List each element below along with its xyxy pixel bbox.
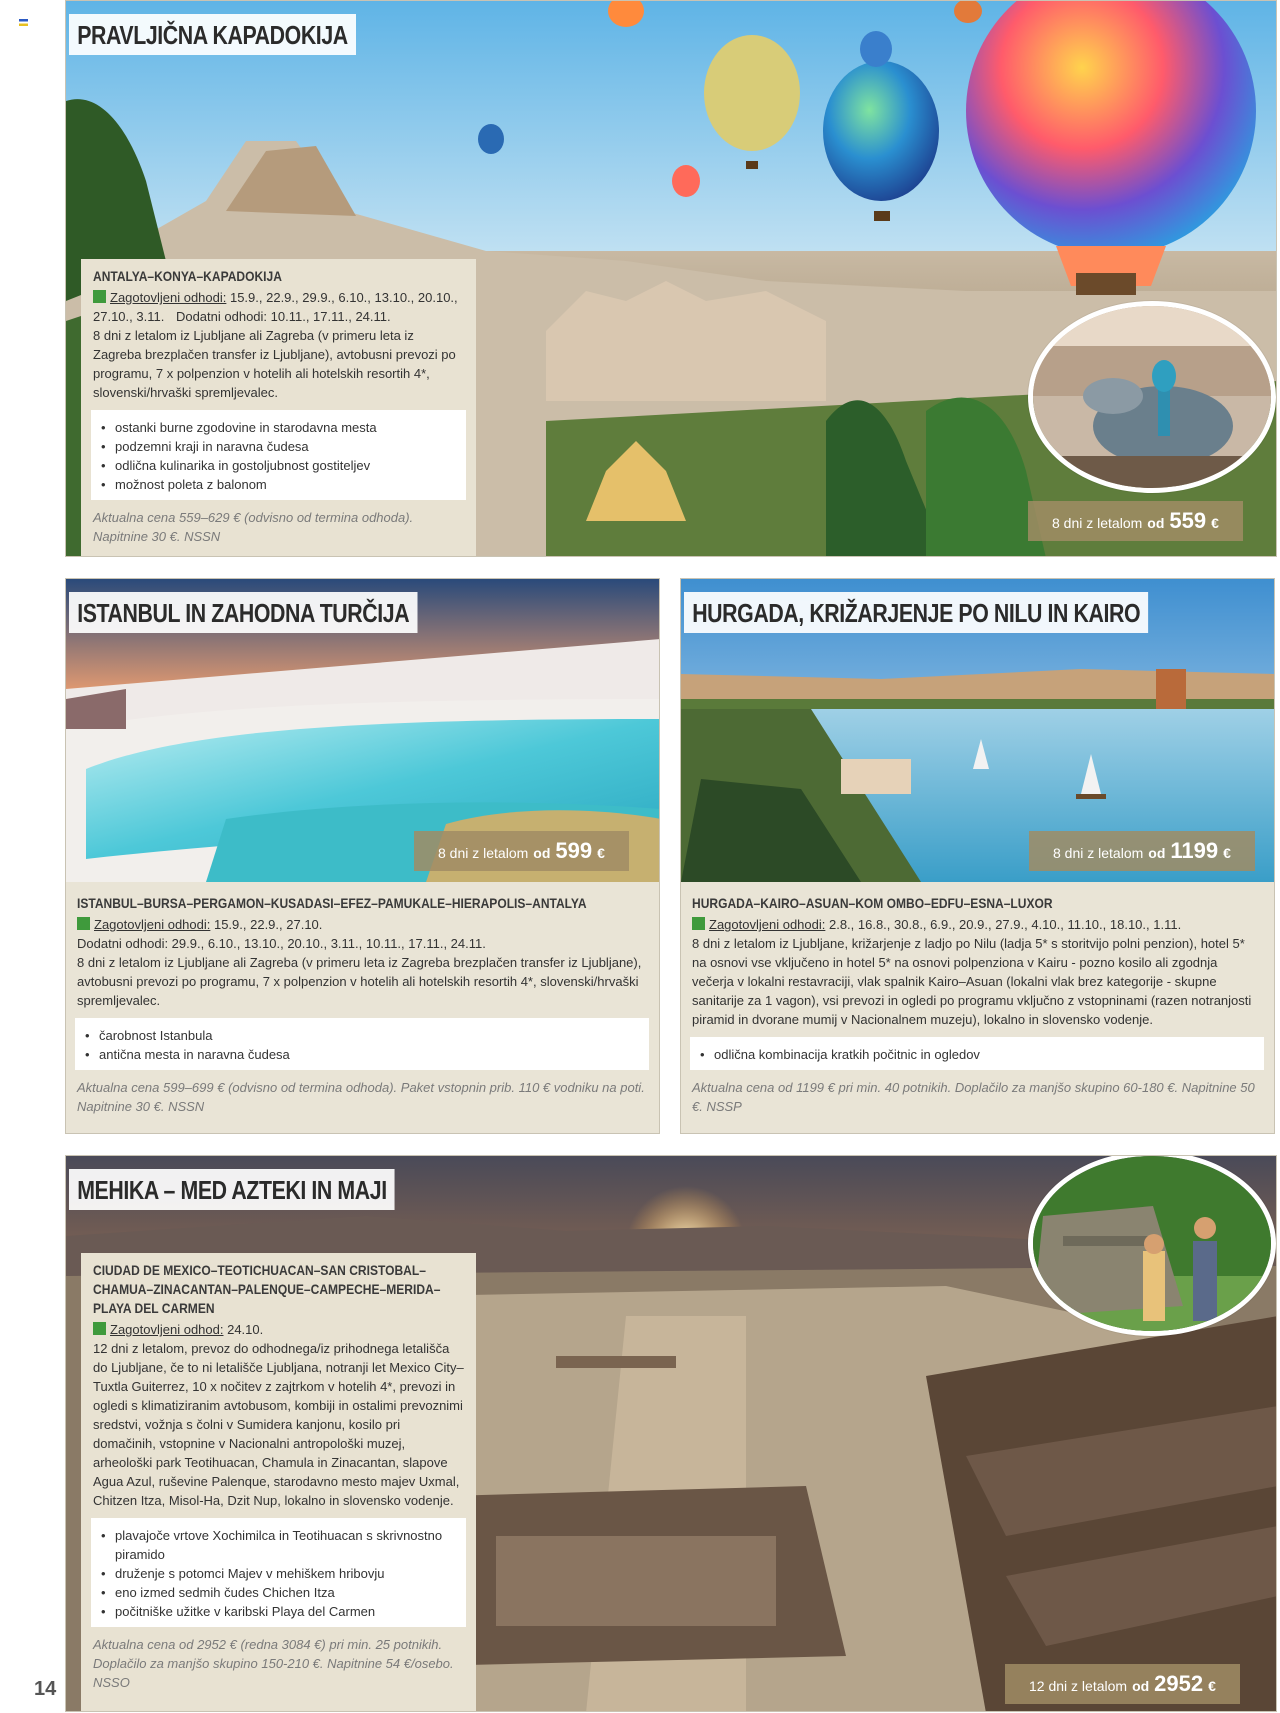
list-item: • eno izmed sedmih čudes Chichen Itza [101,1583,456,1602]
list-item: • ostanki burne zgodovine in starodavna mesta [101,418,456,437]
price-od: od [1132,1678,1150,1694]
guaranteed-icon [692,917,705,930]
price-od: od [1147,515,1165,531]
mehika-dep-dates: 24.10. [223,1322,264,1337]
price-value: 559 [1169,508,1207,533]
kapadokija-title: PRAVLJIČNA KAPADOKIJA [69,14,356,55]
istanbul-extra-departures: Dodatni odhodi: 29.9., 6.10., 13.10., 20.10., 3.11., 10.11., 17.11., 24.11. [77,936,486,951]
istanbul-dep-label: Zagotovljeni odhodi: [94,917,211,932]
price-prefix: 8 dni z letalom [1052,515,1143,531]
kapadokija-info-panel [81,259,476,556]
guaranteed-icon [77,917,90,930]
hurgada-highlights [690,1037,1264,1070]
kapadokija-footnote: Aktualna cena 559–629 € (odvisno od termina odhoda). Napitnine 30 €. NSSN [93,510,414,544]
kapadokija-dep-label: Zagotovljeni odhodi: [110,290,227,305]
price-od: od [533,845,551,861]
kapadokija-description: 8 dni z letalom iz Ljubljane ali Zagreba (v primeru leta iz Zagreba brezplačen transfer iz Ljubljane), avtobusni prevozi po programu, 7 x polpenzion v hotelih ali hotelskih resortih 4*, slovenski/hrvaški spremljevalec. [93,328,456,400]
istanbul-title: ISTANBUL IN ZAHODNA TURČIJA [69,592,417,633]
mehika-title: MEHIKA – MED AZTEKI IN MAJI [69,1169,395,1210]
guaranteed-icon [93,290,106,303]
card-istanbul[interactable] [65,578,660,1134]
hurgada-info-panel [681,882,1274,1133]
mehika-departures [93,1320,464,1339]
mehika-dep-label: Zagotovljeni odhod: [110,1322,224,1337]
price-prefix: 8 dni z letalom [438,845,529,861]
list-item: • podzemni kraji in naravna čudesa [101,437,456,456]
price-od: od [1148,845,1166,861]
istanbul-info-panel [66,882,659,1133]
price-value: 599 [555,838,593,863]
hurgada-dep-label: Zagotovljeni odhodi: [709,917,826,932]
card-hurgada[interactable] [680,578,1275,1134]
price-currency: € [1223,845,1231,861]
list-item: • odlična kulinarika in gostoljubnost gostiteljev [101,456,456,475]
istanbul-price-badge[interactable] [414,831,629,871]
list-item: • počitniške užitke v karibski Playa del Carmen [101,1602,456,1621]
mehika-info-panel [81,1253,476,1712]
hurgada-title: HURGADA, KRIŽARJENJE PO NILU IN KAIRO [684,592,1148,633]
page-number: 14 [34,1678,57,1700]
kapadokija-route: ANTALYA–KONYA–KAPADOKIJA [93,268,282,284]
list-item: • antična mesta in naravna čudesa [85,1045,639,1064]
card-mehika[interactable] [65,1155,1277,1712]
list-item: • plavajoče vrtove Xochimilca in Teotihuacan s skrivnostno piramido [101,1526,456,1564]
kapadokija-dep-dates: 15.9., 22.9., 29.9., 6.10., 13.10., 20.10., 27.10., 3.11. [93,290,458,324]
istanbul-footnote: Aktualna cena 599–699 € (odvisno od termina odhoda). Paket vstopnin prib. 110 € vodniku na poti. Napitnine 30 €. NSSN [77,1080,645,1114]
card-kapadokija[interactable] [65,0,1277,557]
hurgada-departures [692,915,1262,934]
istanbul-departures [77,915,647,934]
mehika-route: CIUDAD DE MEXICO–TEOTICHUACAN–SAN CRISTOBAL–CHAMUA–ZINACANTAN–PALENQUE–CAMPECHE–MERIDA–PLAYA DEL CARMEN [93,1262,441,1316]
price-value: 1199 [1170,838,1219,863]
price-currency: € [597,845,605,861]
flag-icon [19,19,28,26]
kapadokija-departures [93,288,464,326]
hurgada-footnote: Aktualna cena od 1199 € pri min. 40 potnikih. Doplačilo za manjšo skupino 60-180 €. Napitnine 50 €. NSSP [692,1080,1255,1114]
mehika-highlights [91,1518,466,1627]
mehika-footnote: Aktualna cena od 2952 € (redna 3084 €) pri min. 25 potnikih. Doplačilo za manjšo skupino 150-210 €. Napitnine 54 €/osebo. NSSO [93,1637,454,1690]
list-item: • druženje s potomci Majev v mehiškem hribovju [101,1564,456,1583]
price-value: 2952 [1154,1671,1204,1696]
price-currency: € [1208,1678,1216,1694]
konya-mosque-image [1028,301,1276,493]
list-item: • odlična kombinacija kratkih počitnic in ogledov [700,1045,1254,1064]
kapadokija-extra-departures: Dodatni odhodi: 10.11., 17.11., 24.11. [175,309,391,324]
kapadokija-price-badge[interactable] [1028,501,1243,541]
istanbul-highlights [75,1018,649,1070]
hurgada-description: 8 dni z letalom iz Ljubljane, križarjenje z ladjo po Nilu (ladja 5* s storitvijo polni penzion), hotel 5* na osnovi vse vključeno in hotel 5* na osnovi polpenziona v Kairu - pozno kosilo ali zgodnja večerja v lokalni restavraciji, vlak spalnik Kairo–Asuan (lokalni vlak brez kategorije - skupne sanitarije za 1 vagon), vsi prevozi in ogledi po programu vključno z vstopninami (razen notranjosti piramid in dvorane mumij v Nacionalnem muzeju), lokalno in slovensko vodenje. [692,936,1252,1027]
istanbul-description: 8 dni z letalom iz Ljubljane ali Zagreba (v primeru leta iz Zagreba brezplačen transfer iz Ljubljane), avtobusni prevozi po programu, 7 x polpenzion v hotelih ali hotelskih resortih 4*, slovenski/hrvaški spremljevalec. [77,955,642,1008]
list-item: • čarobnost Istanbula [85,1026,639,1045]
istanbul-route: ISTANBUL–BURSA–PERGAMON–KUSADASI–EFEZ–PAMUKALE–HIERAPOLIS–ANTALYA [77,895,587,911]
hurgada-dep-dates: 2.8., 16.8., 30.8., 6.9., 20.9., 27.9., 4.10., 11.10., 18.10., 1.11. [825,917,1182,932]
guaranteed-icon [93,1322,106,1335]
list-item: • možnost poleta z balonom [101,475,456,494]
mehika-description: 12 dni z letalom, prevoz do odhodnega/iz prihodnega letališča do Ljubljane, če to ni letališče Ljubljana, notranji let Mexico City–Tuxtla Guiterrez, 10 x nočitev z zajtrkom v hotelih 4*, prevozi in ogledi s klimatiziranim avtobusom, kombiji in ostalimi prevoznimi sredstvi, vožnja s čolni v Sumidera kanjonu, kosilo pri domačinih, vstopnine v Nacionalni antropološki muzej, arheološki park Teotihuacan, Chamula in Zinacantan, slapove Agua Azul, ruševine Palenque, starodavno mesto majev Uxmal, Chitzen Itza, Misol-Ha, Dzit Nup, lokalno in slovensko vodenje. [93,1341,464,1508]
hurgada-route: HURGADA–KAIRO–ASUAN–KOM OMBO–EDFU–ESNA–LUXOR [692,895,1053,911]
kapadokija-highlights [91,410,466,500]
hurgada-price-badge[interactable] [1029,831,1255,871]
istanbul-dep-dates: 15.9., 22.9., 27.10. [210,917,323,932]
price-prefix: 12 dni z letalom [1029,1678,1128,1694]
price-currency: € [1211,515,1219,531]
mehika-price-badge[interactable] [1005,1664,1240,1704]
price-prefix: 8 dni z letalom [1053,845,1144,861]
mayan-ruins-family-image [1028,1155,1276,1336]
